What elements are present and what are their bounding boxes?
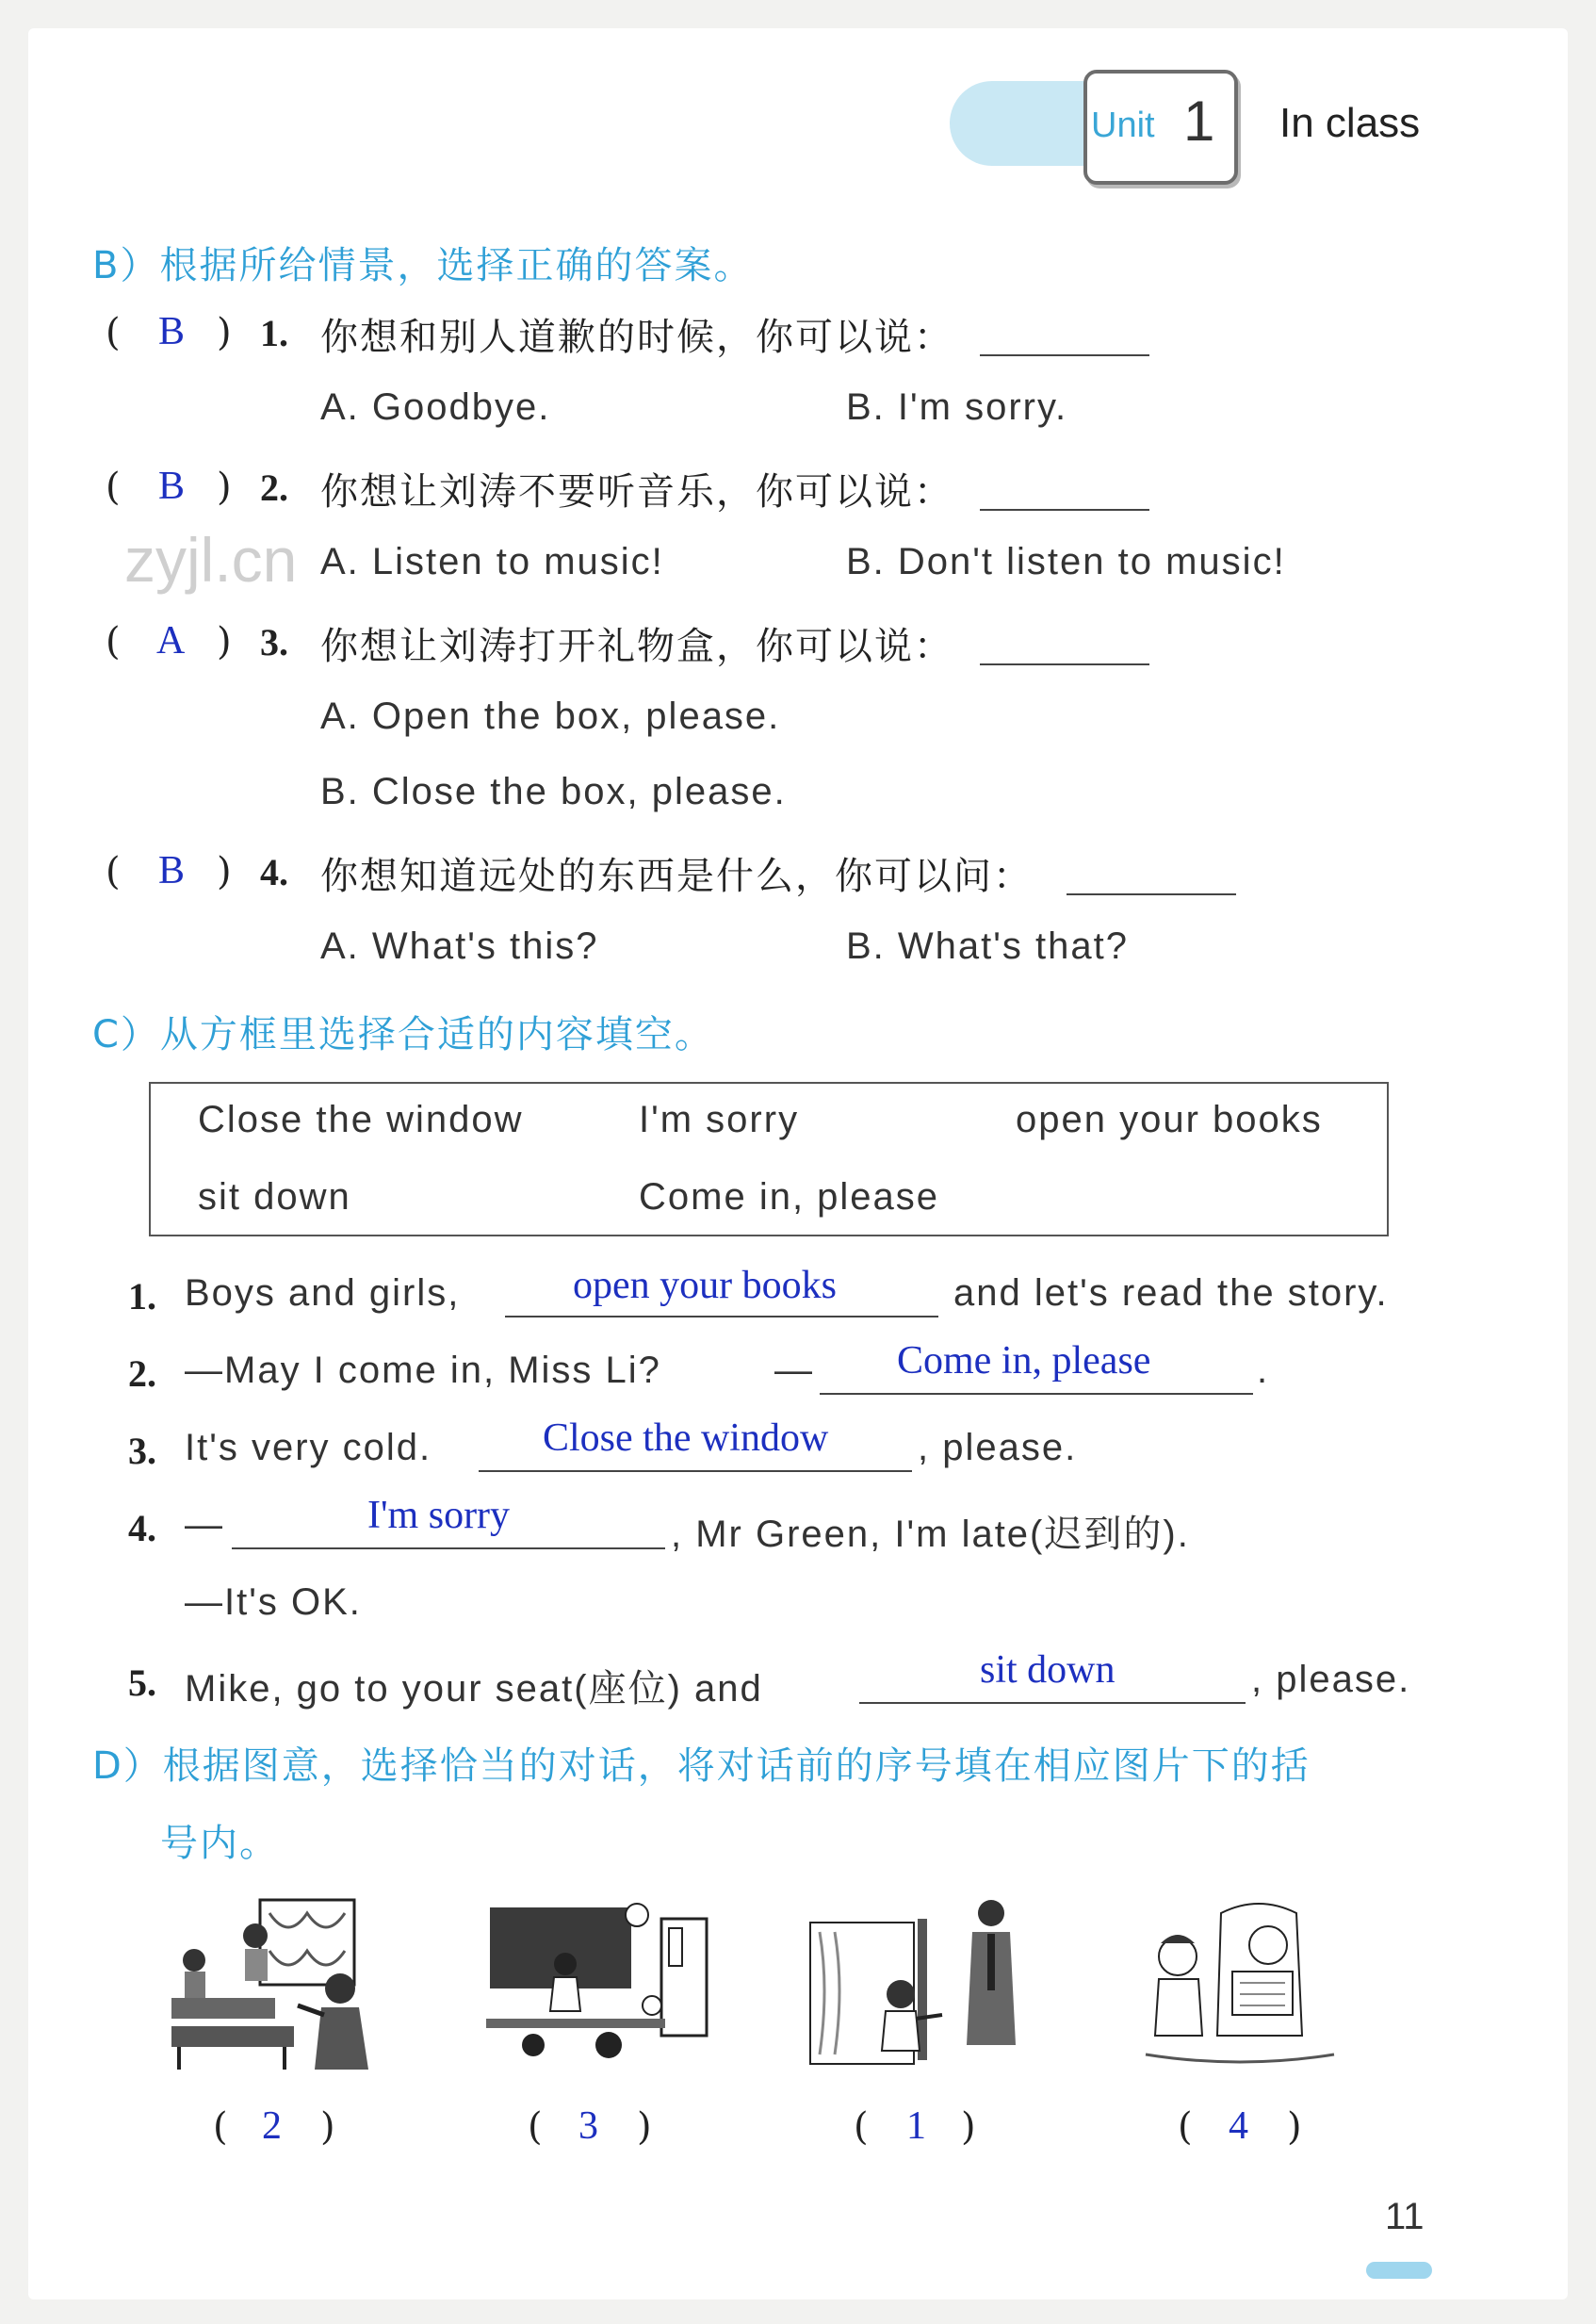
item-text: Mike, go to your seat(座位) and [185, 1668, 763, 1710]
picture-answer: 2 [262, 2104, 282, 2148]
answer-letter: B [158, 849, 186, 892]
fill-blank [859, 1702, 1246, 1704]
answer-blank [980, 663, 1149, 665]
picture-paren-close: ) [637, 2105, 652, 2149]
item-text: . [1257, 1350, 1270, 1391]
picture-answer: 3 [578, 2104, 598, 2148]
answer-paren-close: ) [217, 466, 232, 509]
item-text: , please. [918, 1427, 1078, 1468]
option-a: A. Listen to music! [320, 541, 664, 582]
answer-paren-open: ( [106, 311, 121, 354]
picture-paren-open: ( [213, 2105, 228, 2149]
answer-paren-open: ( [106, 620, 121, 663]
item-text: and let's read the story. [953, 1272, 1389, 1314]
option-a: A. Open the box, please. [320, 696, 781, 737]
picture-paren-close: ) [961, 2105, 976, 2149]
answer-paren-close: ) [217, 850, 232, 893]
fill-blank [505, 1316, 938, 1317]
watermark: zyjl.cn [124, 525, 298, 595]
item-text: Boys and girls, [185, 1272, 461, 1314]
item-number: 3. [128, 1430, 156, 1472]
answer-paren-close: ) [217, 620, 232, 663]
picture-paren-open: ( [528, 2105, 543, 2149]
fill-blank [232, 1547, 665, 1549]
fill-answer: open your books [573, 1264, 837, 1307]
question-prompt: 你想让刘涛不要听音乐，你可以说： [320, 470, 953, 514]
question-prompt: 你想让刘涛打开礼物盒，你可以说： [320, 625, 953, 668]
item-text: — [185, 1504, 224, 1546]
question-number: 4. [260, 851, 288, 893]
word-bank-item: I'm sorry [639, 1099, 800, 1140]
section-c-heading: C）从方框里选择合适的内容填空。 [92, 1013, 714, 1056]
question-prompt: 你想知道远处的东西是什么，你可以问： [320, 855, 1033, 898]
question-number: 3. [260, 621, 288, 663]
option-a: A. Goodbye. [320, 386, 551, 428]
newspaper-reading-picture [1127, 1894, 1353, 2073]
item-text: , Mr Green, I'm late(迟到的). [671, 1514, 1190, 1555]
answer-letter: B [158, 310, 186, 353]
unit-label: Unit [1091, 106, 1155, 145]
door-greeting-picture [806, 1894, 1033, 2073]
unit-number: 1 [1183, 90, 1215, 153]
fill-answer: Come in, please [897, 1339, 1151, 1383]
item-number: 1. [128, 1275, 156, 1317]
answer-paren-close: ) [217, 311, 232, 354]
picture-paren-open: ( [854, 2105, 869, 2149]
fill-blank [820, 1393, 1253, 1395]
picture-answer: 1 [906, 2104, 926, 2148]
answer-blank [980, 509, 1149, 511]
word-bank-item: sit down [198, 1176, 351, 1218]
page-number: 11 [1385, 2196, 1425, 2237]
section-d-heading-cont: 号内。 [160, 1822, 279, 1865]
picture-paren-open: ( [1178, 2105, 1193, 2149]
answer-letter: A [156, 619, 186, 663]
option-b: B. What's that? [846, 925, 1129, 967]
item-number: 5. [128, 1661, 156, 1704]
option-b: B. Close the box, please. [320, 771, 787, 812]
word-bank-item: Close the window [198, 1099, 524, 1140]
blackboard-classroom-picture [486, 1894, 712, 2073]
word-bank-item: open your books [1016, 1099, 1323, 1140]
item-text: —May I come in, Miss Li? [185, 1350, 661, 1391]
question-prompt: 你想和别人道歉的时候，你可以说： [320, 316, 953, 359]
option-b: B. Don't listen to music! [846, 541, 1286, 582]
picture-paren-close: ) [320, 2105, 335, 2149]
picture-answer: 4 [1229, 2104, 1248, 2148]
option-b: B. I'm sorry. [846, 386, 1068, 428]
question-number: 1. [260, 312, 288, 354]
unit-title: In class [1279, 100, 1421, 146]
fill-answer: sit down [980, 1648, 1116, 1692]
picture-paren-close: ) [1287, 2105, 1302, 2149]
classroom-teacher-picture [166, 1894, 392, 2073]
footer-decoration [1366, 2262, 1432, 2279]
fill-answer: I'm sorry [367, 1494, 511, 1537]
section-b-heading: B）根据所给情景，选择正确的答案。 [92, 244, 754, 287]
fill-answer: Close the window [543, 1416, 829, 1460]
option-a: A. What's this? [320, 925, 599, 967]
reply-dash: — [774, 1350, 814, 1391]
answer-blank [1067, 893, 1236, 895]
word-bank-item: Come in, please [639, 1176, 940, 1218]
fill-blank [479, 1470, 912, 1472]
answer-paren-open: ( [106, 850, 121, 893]
answer-paren-open: ( [106, 466, 121, 509]
answer-blank [980, 354, 1149, 356]
item-text: , please. [1251, 1659, 1411, 1700]
item-text: It's very cold. [185, 1427, 432, 1468]
section-d-heading: D）根据图意，选择恰当的对话，将对话前的序号填在相应图片下的括 [92, 1744, 1311, 1788]
item-reply: —It's OK. [185, 1581, 362, 1623]
question-number: 2. [260, 466, 288, 509]
item-number: 4. [128, 1507, 156, 1549]
item-number: 2. [128, 1352, 156, 1395]
answer-letter: B [158, 465, 186, 508]
